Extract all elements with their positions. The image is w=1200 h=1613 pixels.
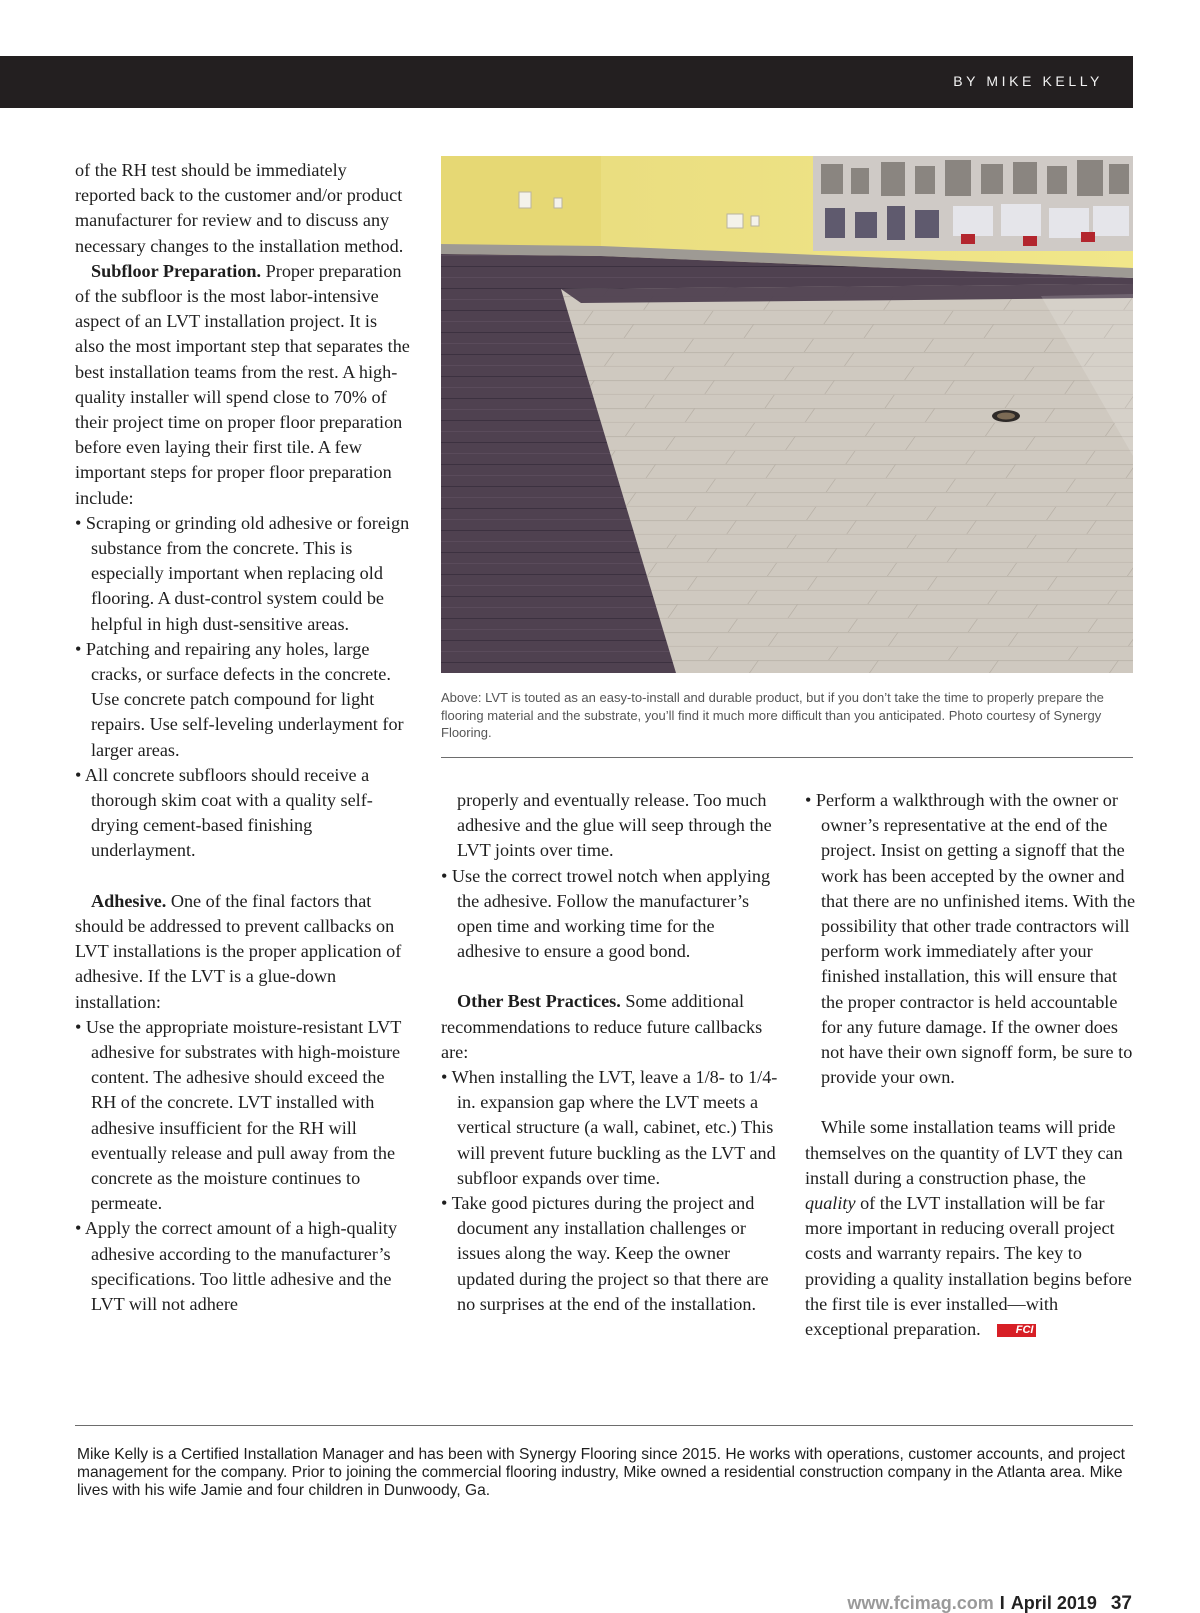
author-bio: Mike Kelly is a Certified Installation Manager and has been with Synergy Flooring since 2015. He works with operations, customer accounts, and project management for the company. Prior to joining the commercial flooring industry, Mike owned a residential construction company in the Atlanta area. Mike lives with his wife Jamie and four children in Dunwoody, Ga.: [77, 1446, 1125, 1499]
caption-divider: [441, 757, 1133, 758]
bullet-walkthrough: • Perform a walkthrough with the owner or owner’s representative at the end of the project. Insist on getting a signoff that the work has been accepted by the owner and that there are no unfinished items. With the possibility that other trade contractors will perform work immediately after your finished installation, this will ensure that the proper contractor is held accountable for any future damage. If the owner does not have their own signoff form, be sure to provide your own.: [805, 790, 1136, 1088]
bullet-adhesive-amount: • Apply the correct amount of a high-quality adhesive according to the manufacturer’s specifications. Too little adhesive and the LVT will not adhere: [75, 1218, 398, 1314]
other-practices-text: Some additional recommendations to reduce future callbacks are:: [441, 991, 763, 1062]
bullet-patching: • Patching and repairing any holes, large cracks, or surface defects in the concrete. Use concrete patch compound for light repairs. Use self-leveling underlayment for larger areas.: [75, 638, 404, 760]
bio-divider: [75, 1425, 1133, 1426]
bullet-scraping: • Scraping or grinding old adhesive or foreign substance from the concrete. This is especially important when replacing old flooring. A dust-control system could be helpful in high dust-sensitive areas.: [75, 512, 410, 634]
photo-caption: Above: LVT is touted as an easy-to-install and durable product, but if you don’t take the time to properly prepare the flooring material and the substrate, you’ll find it much more difficult than you anticipated. Photo courtesy of Synergy Flooring.: [441, 690, 1104, 740]
page-footer: [847, 1593, 1132, 1613]
paragraph-rh-test: of the RH test should be immediately reported back to the customer and/or product manufacturer for review and to discuss any necessary changes to the installation method.: [75, 160, 404, 256]
page-number: 37: [1110, 1593, 1132, 1613]
header-bar: [0, 56, 1133, 108]
article-column-2: [441, 788, 781, 1317]
subfloor-text: Proper preparation of the subfloor is the most labor-intensive aspect of an LVT installation project. It is also the most important step that separates the best installation teams from the rest. A high-quality installer will spend close to 70% of their project time on proper floor preparation before even laying their first tile. A few important steps for proper floor preparation include:: [75, 260, 410, 508]
footer-website[interactable]: www.fcimag.com: [847, 1593, 994, 1613]
heading-adhesive: Adhesive.: [91, 890, 167, 911]
footer-separator: I: [999, 1593, 1005, 1613]
article-column-1: [75, 158, 410, 1317]
heading-subfloor: Subfloor Preparation.: [91, 260, 262, 281]
closing-emphasis: quality: [805, 1193, 856, 1214]
bullet-moisture-adhesive: • Use the appropriate moisture-resistant LVT adhesive for substrates with high-moisture content. The adhesive should exceed the RH of the concrete. LVT installed with adhesive insufficient for the RH will eventually release and pull away from the concrete as the moisture continues to permeate.: [75, 1016, 402, 1214]
fci-end-logo: FCI: [997, 1324, 1037, 1337]
closing-text-a: While some installation teams will pride themselves on the quantity of LVT they can install during a construction phase, the: [805, 1117, 1123, 1188]
paragraph-adhesive: [75, 889, 410, 1015]
byline: BY MIKE KELLY: [953, 73, 1103, 89]
bullet-skim-coat: • All concrete subfloors should receive a thorough skim coat with a quality self-drying cement-based finishing underlayment.: [75, 764, 373, 861]
paragraph-closing: [805, 1115, 1140, 1342]
paragraph-subfloor: [75, 259, 410, 511]
bullet-expansion-gap: • When installing the LVT, leave a 1/8- to 1/4-in. expansion gap where the LVT meets a vertical structure (a wall, cabinet, etc.) This will prevent future buckling as the LVT and subfloor expands over time.: [441, 1067, 778, 1188]
paragraph-adhesive-continued: properly and eventually release. Too much adhesive and the glue will seep through the LVT joints over time.: [457, 790, 772, 861]
footer-issue: April 2019: [1010, 1593, 1097, 1613]
article-column-3: [805, 788, 1140, 1342]
paragraph-other-practices: [441, 989, 781, 1065]
heading-other-practices: Other Best Practices.: [457, 991, 621, 1012]
closing-text-b: of the LVT installation will be far more important in reducing overall project costs and warranty repairs. The key to providing a quality installation begins before the first tile is ever installed—with exceptional preparation.: [805, 1193, 1132, 1340]
adhesive-text: One of the final factors that should be addressed to prevent callbacks on LVT installations is the proper application of adhesive. If the LVT is a glue-down installation:: [75, 890, 402, 1012]
bullet-trowel: • Use the correct trowel notch when applying the adhesive. Follow the manufacturer’s open time and working time for the adhesive to ensure a good bond.: [441, 865, 771, 962]
bullet-pictures: • Take good pictures during the project and document any installation challenges or issues along the way. Keep the owner updated during the project so that there are no surprises at the end of the installation.: [441, 1193, 769, 1314]
lvt-floor-photo: [441, 156, 1133, 673]
